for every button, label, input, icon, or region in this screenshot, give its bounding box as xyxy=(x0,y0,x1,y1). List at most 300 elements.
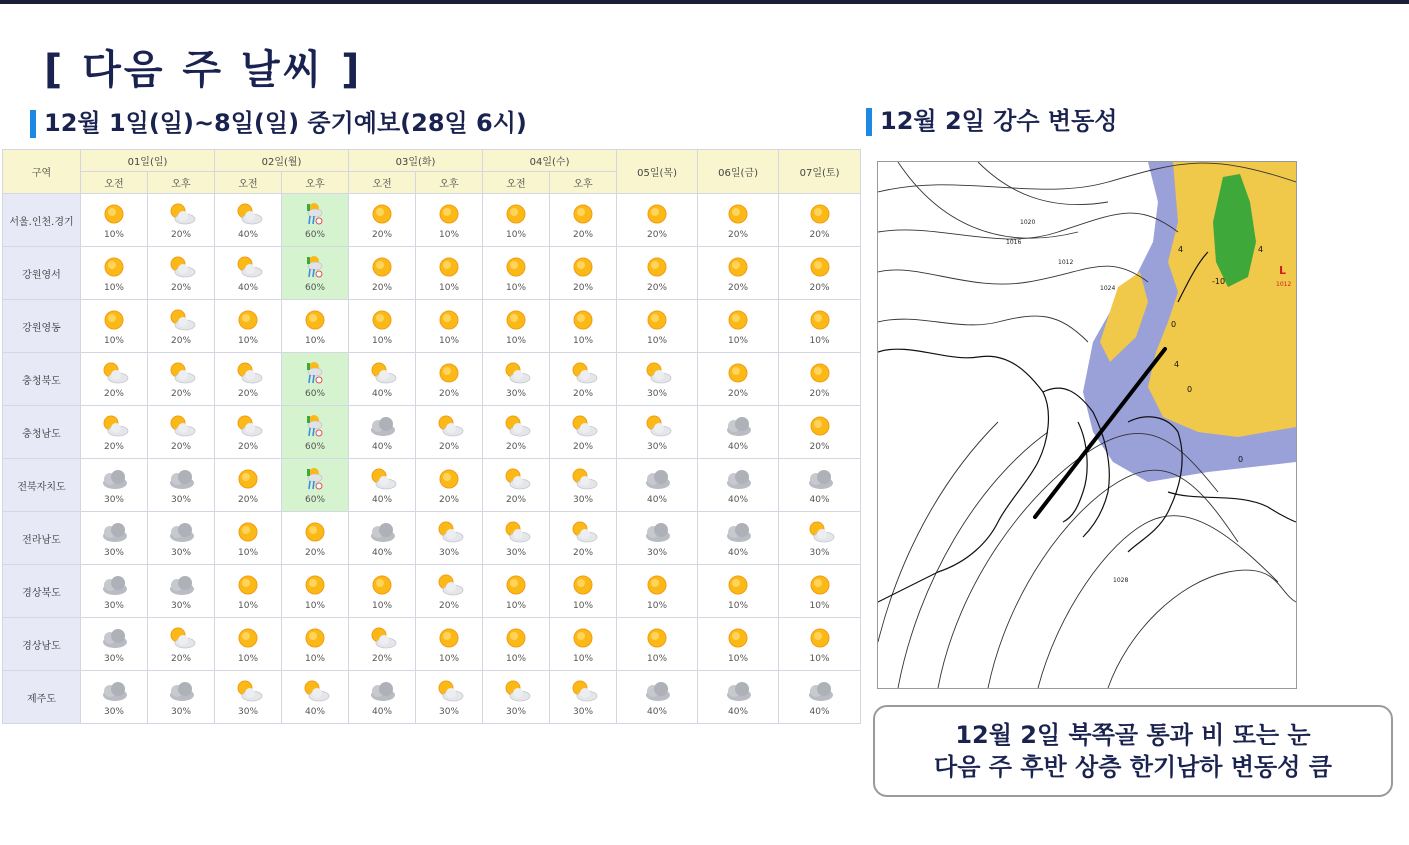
forecast-cell xyxy=(779,247,861,300)
precip-probability: 20% xyxy=(238,389,259,399)
precip-probability: 10% xyxy=(238,654,259,664)
sun-icon xyxy=(803,624,837,652)
forecast-cell xyxy=(779,512,861,565)
sun-icon xyxy=(432,359,466,387)
isobar-line xyxy=(878,266,1148,284)
precip-probability: 20% xyxy=(728,230,749,240)
forecast-cell xyxy=(416,353,483,406)
forecast-cell xyxy=(81,353,148,406)
precip-probability: 20% xyxy=(372,654,393,664)
precip-probability: 20% xyxy=(809,283,830,293)
cloudy-icon xyxy=(97,624,131,652)
precip-probability: 30% xyxy=(171,495,192,505)
forecast-cell xyxy=(215,300,282,353)
precip-probability: 20% xyxy=(171,442,192,452)
forecast-cell xyxy=(550,671,617,724)
sun-icon xyxy=(365,571,399,599)
sun-icon xyxy=(231,465,265,493)
region-label: 제주도 xyxy=(3,671,81,724)
sun-icon xyxy=(803,306,837,334)
precip-probability: 10% xyxy=(103,230,124,240)
table-row xyxy=(3,618,861,671)
day-header: 06일(금) xyxy=(698,150,779,194)
precip-variability-map xyxy=(877,161,1297,689)
partly-cloudy-icon xyxy=(640,412,674,440)
precip-probability: 40% xyxy=(372,707,393,717)
precip-probability: 20% xyxy=(809,442,830,452)
forecast-cell xyxy=(215,671,282,724)
precip-probability: 10% xyxy=(809,336,830,346)
precip-probability: 40% xyxy=(372,442,393,452)
cloudy-icon xyxy=(721,518,755,546)
precip-probability: 40% xyxy=(809,495,830,505)
cloudy-icon xyxy=(803,465,837,493)
forecast-cell xyxy=(215,565,282,618)
precip-probability: 10% xyxy=(647,336,668,346)
day-header: 01일(일) xyxy=(81,150,215,172)
precip-probability: 30% xyxy=(439,707,460,717)
forecast-cell xyxy=(698,406,779,459)
am-header: 오전 xyxy=(483,172,550,194)
partly-cloudy-icon xyxy=(566,359,600,387)
sun-icon xyxy=(803,253,837,281)
precip-probability: 20% xyxy=(439,495,460,505)
partly-cloudy-icon xyxy=(231,677,265,705)
cloudy-icon xyxy=(640,465,674,493)
low-pressure-value: 1012 xyxy=(1276,281,1292,288)
sun-icon xyxy=(640,624,674,652)
forecast-cell xyxy=(81,459,148,512)
forecast-cell xyxy=(698,247,779,300)
forecast-cell xyxy=(349,406,416,459)
sun-icon xyxy=(721,571,755,599)
table-row xyxy=(3,459,861,512)
precip-probability: 20% xyxy=(305,548,326,558)
sun-icon xyxy=(365,200,399,228)
sun-icon xyxy=(298,624,332,652)
partly-cloudy-icon xyxy=(365,359,399,387)
forecast-cell xyxy=(617,300,698,353)
precip-probability: 10% xyxy=(728,336,749,346)
day-header: 07일(토) xyxy=(779,150,861,194)
forecast-cell xyxy=(282,618,349,671)
precip-probability: 40% xyxy=(238,283,259,293)
am-header: 오전 xyxy=(215,172,282,194)
precip-probability: 10% xyxy=(728,601,749,611)
pm-header: 오후 xyxy=(416,172,483,194)
precip-probability: 10% xyxy=(439,336,460,346)
forecast-cell xyxy=(698,671,779,724)
precip-probability: 30% xyxy=(171,548,192,558)
precip-probability: 10% xyxy=(305,654,326,664)
precip-probability: 10% xyxy=(439,230,460,240)
forecast-cell xyxy=(779,459,861,512)
forecast-cell xyxy=(550,459,617,512)
precip-probability: 10% xyxy=(372,336,393,346)
partly-cloudy-icon xyxy=(231,200,265,228)
precip-probability: 10% xyxy=(728,654,749,664)
sun-icon xyxy=(499,306,533,334)
sun-icon xyxy=(365,306,399,334)
partly-cloudy-icon xyxy=(499,465,533,493)
precip-probability: 40% xyxy=(305,707,326,717)
forecast-cell xyxy=(483,671,550,724)
forecast-cell xyxy=(148,459,215,512)
precip-probability: 20% xyxy=(171,654,192,664)
precip-value-label: 4 xyxy=(1258,245,1264,254)
forecast-cell xyxy=(779,353,861,406)
precip-probability: 20% xyxy=(372,283,393,293)
region-label: 서울.인천.경기 xyxy=(3,194,81,247)
partly-cloudy-icon xyxy=(298,677,332,705)
am-header: 오전 xyxy=(81,172,148,194)
sun-icon xyxy=(97,200,131,228)
precip-probability: 60% xyxy=(305,230,326,240)
precip-probability: 10% xyxy=(439,283,460,293)
sun-icon xyxy=(231,571,265,599)
precip-probability: 20% xyxy=(238,495,259,505)
forecast-cell xyxy=(349,671,416,724)
forecast-cell xyxy=(698,300,779,353)
precip-probability: 30% xyxy=(103,707,124,717)
precip-probability: 40% xyxy=(238,230,259,240)
forecast-cell xyxy=(617,194,698,247)
isobar-line xyxy=(1108,570,1296,688)
forecast-cell xyxy=(617,565,698,618)
rain-snow-icon xyxy=(298,253,332,281)
precip-probability: 40% xyxy=(647,707,668,717)
cloudy-icon xyxy=(164,465,198,493)
partly-cloudy-icon xyxy=(566,465,600,493)
cloudy-icon xyxy=(164,571,198,599)
forecast-cell xyxy=(215,406,282,459)
table-row xyxy=(3,565,861,618)
partly-cloudy-icon xyxy=(164,412,198,440)
cloudy-icon xyxy=(164,677,198,705)
precip-probability: 40% xyxy=(728,495,749,505)
precip-probability: 20% xyxy=(573,548,594,558)
forecast-cell xyxy=(416,459,483,512)
sun-icon xyxy=(432,200,466,228)
precip-probability: 10% xyxy=(238,601,259,611)
forecast-cell xyxy=(148,671,215,724)
pm-header: 오후 xyxy=(550,172,617,194)
isobar-line xyxy=(878,213,1178,239)
cloudy-icon xyxy=(365,518,399,546)
day-header: 04일(수) xyxy=(483,150,617,172)
precip-probability: 30% xyxy=(103,548,124,558)
cloudy-icon xyxy=(97,571,131,599)
sun-icon xyxy=(432,465,466,493)
sun-icon xyxy=(566,200,600,228)
forecast-cell xyxy=(349,300,416,353)
precip-probability: 30% xyxy=(506,389,527,399)
sun-icon xyxy=(499,253,533,281)
precip-value-label: 4 xyxy=(1174,360,1180,369)
precip-probability: 30% xyxy=(573,495,594,505)
precip-value-label: -10 xyxy=(1212,277,1226,286)
sun-icon xyxy=(803,412,837,440)
precip-probability: 20% xyxy=(171,230,192,240)
region-label: 강원영서 xyxy=(3,247,81,300)
partly-cloudy-icon xyxy=(164,200,198,228)
forecast-cell xyxy=(550,353,617,406)
forecast-cell xyxy=(349,618,416,671)
sun-icon xyxy=(432,253,466,281)
precip-probability: 20% xyxy=(647,283,668,293)
summary-line-2: 다음 주 후반 상층 한기남하 변동성 큼 xyxy=(934,753,1332,781)
precip-probability: 20% xyxy=(238,442,259,452)
forecast-cell xyxy=(617,512,698,565)
precip-probability: 10% xyxy=(647,654,668,664)
precip-probability: 20% xyxy=(171,389,192,399)
sun-icon xyxy=(640,306,674,334)
partly-cloudy-icon xyxy=(164,306,198,334)
isobar-line xyxy=(878,422,998,642)
precip-probability: 40% xyxy=(372,389,393,399)
precip-probability: 10% xyxy=(238,548,259,558)
sun-icon xyxy=(432,624,466,652)
isobar-line xyxy=(978,162,1108,205)
precip-probability: 30% xyxy=(439,548,460,558)
forecast-cell xyxy=(483,353,550,406)
forecast-cell xyxy=(349,512,416,565)
precip-probability: 10% xyxy=(573,654,594,664)
forecast-cell xyxy=(550,194,617,247)
sun-icon xyxy=(231,624,265,652)
sun-icon xyxy=(640,571,674,599)
forecast-cell xyxy=(81,618,148,671)
low-pressure-symbol: L xyxy=(1279,264,1287,277)
isobar-line xyxy=(898,162,1078,238)
forecast-cell xyxy=(282,459,349,512)
forecast-cell xyxy=(698,353,779,406)
forecast-cell xyxy=(779,406,861,459)
forecast-cell xyxy=(698,565,779,618)
rain-snow-icon xyxy=(298,359,332,387)
precip-probability: 20% xyxy=(439,442,460,452)
forecast-cell xyxy=(282,565,349,618)
forecast-cell xyxy=(81,512,148,565)
precip-probability: 20% xyxy=(573,283,594,293)
forecast-cell xyxy=(349,194,416,247)
precip-probability: 30% xyxy=(573,707,594,717)
forecast-cell xyxy=(617,406,698,459)
partly-cloudy-icon xyxy=(365,465,399,493)
forecast-cell xyxy=(349,353,416,406)
forecast-cell xyxy=(215,194,282,247)
precip-probability: 10% xyxy=(305,601,326,611)
table-row xyxy=(3,671,861,724)
day-header: 03일(화) xyxy=(349,150,483,172)
partly-cloudy-icon xyxy=(432,571,466,599)
forecast-cell xyxy=(282,300,349,353)
precip-probability: 30% xyxy=(647,548,668,558)
precip-probability: 20% xyxy=(573,230,594,240)
precip-probability: 10% xyxy=(573,601,594,611)
precip-probability: 30% xyxy=(103,495,124,505)
sun-icon xyxy=(97,306,131,334)
precip-probability: 30% xyxy=(647,442,668,452)
precip-probability: 10% xyxy=(103,283,124,293)
table-row xyxy=(3,353,861,406)
am-header: 오전 xyxy=(349,172,416,194)
coastline xyxy=(1063,422,1087,522)
region-label: 전북자치도 xyxy=(3,459,81,512)
rain-snow-icon xyxy=(298,465,332,493)
forecast-cell xyxy=(483,459,550,512)
forecast-cell xyxy=(617,671,698,724)
region-label: 전라남도 xyxy=(3,512,81,565)
sun-icon xyxy=(566,306,600,334)
forecast-cell xyxy=(779,671,861,724)
sun-icon xyxy=(721,200,755,228)
precip-probability: 30% xyxy=(506,707,527,717)
forecast-cell xyxy=(81,247,148,300)
precip-probability: 20% xyxy=(728,283,749,293)
cloudy-icon xyxy=(803,677,837,705)
region-label: 강원영동 xyxy=(3,300,81,353)
precip-probability: 20% xyxy=(809,389,830,399)
forecast-table xyxy=(2,149,861,724)
sun-icon xyxy=(97,253,131,281)
region-label: 경상북도 xyxy=(3,565,81,618)
forecast-cell xyxy=(282,671,349,724)
forecast-cell xyxy=(698,512,779,565)
summary-box xyxy=(873,705,1393,797)
cloudy-icon xyxy=(97,677,131,705)
partly-cloudy-icon xyxy=(231,359,265,387)
partly-cloudy-icon xyxy=(231,412,265,440)
forecast-cell xyxy=(416,194,483,247)
forecast-cell xyxy=(215,353,282,406)
partly-cloudy-icon xyxy=(164,253,198,281)
forecast-cell xyxy=(215,512,282,565)
isobar-line xyxy=(878,316,1088,342)
sun-icon xyxy=(298,518,332,546)
region-label: 경상남도 xyxy=(3,618,81,671)
precip-probability: 10% xyxy=(809,654,830,664)
precip-probability: 10% xyxy=(238,336,259,346)
precip-probability: 20% xyxy=(647,230,668,240)
forecast-cell xyxy=(698,618,779,671)
forecast-cell xyxy=(483,512,550,565)
precip-probability: 30% xyxy=(809,548,830,558)
forecast-cell xyxy=(617,618,698,671)
forecast-cell xyxy=(416,618,483,671)
forecast-cell xyxy=(416,671,483,724)
isobar-line xyxy=(898,432,1048,688)
partly-cloudy-icon xyxy=(432,412,466,440)
partly-cloudy-icon xyxy=(566,412,600,440)
precip-probability: 60% xyxy=(305,495,326,505)
forecast-cell xyxy=(148,406,215,459)
forecast-cell xyxy=(148,194,215,247)
forecast-cell xyxy=(282,194,349,247)
precip-value-label: 0 xyxy=(1187,385,1193,394)
precip-probability: 40% xyxy=(372,548,393,558)
forecast-cell xyxy=(349,565,416,618)
forecast-cell xyxy=(617,459,698,512)
table-row xyxy=(3,406,861,459)
forecast-cell xyxy=(282,353,349,406)
partly-cloudy-icon xyxy=(432,677,466,705)
precip-probability: 10% xyxy=(439,654,460,664)
precip-probability: 20% xyxy=(728,389,749,399)
partly-cloudy-icon xyxy=(97,412,131,440)
forecast-cell xyxy=(698,194,779,247)
top-bar xyxy=(0,0,1409,4)
precip-value-label: 4 xyxy=(1178,245,1184,254)
sun-icon xyxy=(231,306,265,334)
cloudy-icon xyxy=(640,518,674,546)
sun-icon xyxy=(721,359,755,387)
precip-probability: 20% xyxy=(439,389,460,399)
cloudy-icon xyxy=(721,412,755,440)
precip-probability: 20% xyxy=(809,230,830,240)
cloudy-icon xyxy=(721,677,755,705)
precip-probability: 10% xyxy=(573,336,594,346)
isobar-label: 1012 xyxy=(1058,259,1074,266)
precip-probability: 40% xyxy=(809,707,830,717)
forecast-cell xyxy=(282,512,349,565)
forecast-cell xyxy=(148,618,215,671)
sun-icon xyxy=(298,306,332,334)
forecast-cell xyxy=(483,565,550,618)
sun-icon xyxy=(640,253,674,281)
forecast-cell xyxy=(282,247,349,300)
partly-cloudy-icon xyxy=(231,253,265,281)
forecast-cell xyxy=(81,406,148,459)
forecast-cell xyxy=(550,512,617,565)
sun-icon xyxy=(803,359,837,387)
precip-probability: 30% xyxy=(506,548,527,558)
sun-icon xyxy=(640,200,674,228)
forecast-cell xyxy=(416,512,483,565)
table-row xyxy=(3,512,861,565)
partly-cloudy-icon xyxy=(365,624,399,652)
precip-probability: 10% xyxy=(372,601,393,611)
sun-icon xyxy=(231,518,265,546)
summary-line-1: 12월 2일 북쪽골 통과 비 또는 눈 xyxy=(955,721,1311,749)
precip-probability: 20% xyxy=(372,230,393,240)
cloudy-icon xyxy=(97,518,131,546)
cloudy-icon xyxy=(365,412,399,440)
forecast-cell xyxy=(483,300,550,353)
forecast-cell xyxy=(483,247,550,300)
forecast-cell xyxy=(550,565,617,618)
precip-probability: 20% xyxy=(506,442,527,452)
precip-value-label: 0 xyxy=(1238,455,1244,464)
sun-icon xyxy=(566,624,600,652)
precip-probability: 60% xyxy=(305,283,326,293)
rain-snow-icon xyxy=(298,412,332,440)
precip-probability: 30% xyxy=(171,601,192,611)
forecast-cell xyxy=(349,459,416,512)
forecast-cell xyxy=(483,406,550,459)
weather-map-svg xyxy=(878,162,1296,688)
pm-header: 오후 xyxy=(148,172,215,194)
forecast-cell xyxy=(215,618,282,671)
sun-icon xyxy=(298,571,332,599)
precip-probability: 40% xyxy=(728,548,749,558)
cloudy-icon xyxy=(164,518,198,546)
forecast-cell xyxy=(416,300,483,353)
forecast-cell xyxy=(698,459,779,512)
partly-cloudy-icon xyxy=(803,518,837,546)
sun-icon xyxy=(803,571,837,599)
partly-cloudy-icon xyxy=(566,518,600,546)
